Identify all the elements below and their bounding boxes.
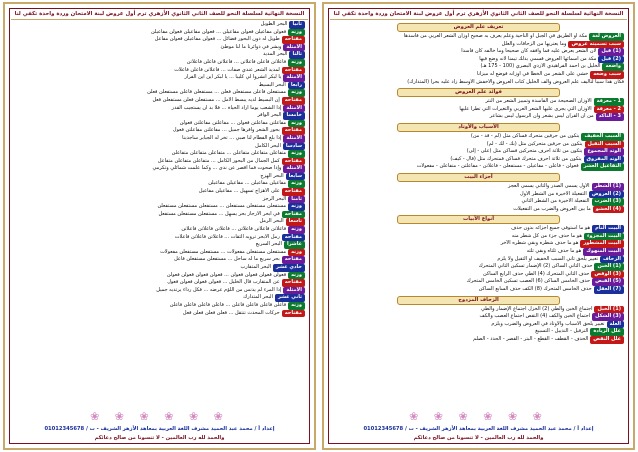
term-label: وزنه bbox=[288, 120, 305, 128]
definition-text: خشي على الشعر من الخطأ في أوزانه فوضع له ميزانا bbox=[477, 70, 589, 77]
definition-text: التفعيلة الأخيرة من الشطر الثاني bbox=[521, 198, 590, 205]
term-label: رابعا bbox=[288, 82, 305, 90]
term-label: 2 - معرفة bbox=[594, 106, 624, 114]
text-line bbox=[333, 248, 624, 256]
section-heading: الأسباب والأوتاد bbox=[397, 123, 559, 132]
term-label: مفتاحه bbox=[282, 310, 305, 318]
text-line bbox=[333, 148, 624, 156]
term-label: علل النقص bbox=[590, 336, 624, 344]
definition-text: لأن الشعر يعرض عليه فما وافقه كان صحيحا وما خالفه كان فاسدا bbox=[461, 48, 597, 55]
definition-text: من أن القرآن ليس بشعر وأن الرسول ليس بشاعر bbox=[489, 113, 594, 120]
term-label: السبب الثقيل bbox=[585, 141, 625, 149]
term-label: (1) قيل bbox=[598, 48, 624, 56]
term-label: وزنه bbox=[288, 302, 305, 310]
text-line bbox=[14, 89, 305, 97]
definition-text: رمل الأبحر ترويه الثقات ... فاعلاتن فاعلاتن فاعلات bbox=[174, 233, 280, 240]
definition-text: هو ما حذف ثلثاه وبقي ثلثه bbox=[526, 248, 582, 255]
text-line bbox=[14, 226, 305, 234]
definition-text: يتكون من ثلاثة أحرف متحركين فساكن مثل (على - إلى) bbox=[466, 148, 583, 155]
definition-text: على الأهزاج تسهيل ... مفاعيلن مفاعيل bbox=[198, 188, 280, 195]
left-page bbox=[3, 2, 316, 450]
text-line bbox=[333, 106, 624, 114]
definition-text: مفاعلتن مفاعلتن فعولن ... مفاعلتن مفاعلتن فعولن bbox=[179, 119, 287, 126]
term-label: علل الزيادة bbox=[590, 328, 624, 336]
text-line bbox=[333, 286, 624, 294]
term-label: مفتاحه bbox=[282, 67, 305, 75]
term-label: مفتاحه bbox=[282, 188, 305, 196]
definition-text: في أبحر الأرجاز بحر يسهل ... مستفعلن مستفعلن مستفعل bbox=[158, 210, 280, 217]
definition-text: يتكون من حرفين متحرك فساكن مثل (لم - قد - من) bbox=[470, 132, 580, 139]
right-page-content bbox=[333, 21, 624, 410]
term-label: ثانيا bbox=[289, 21, 305, 29]
text-line bbox=[14, 173, 305, 181]
term-label: البيت التام bbox=[592, 225, 624, 233]
term-label: (3) الشكل bbox=[592, 313, 624, 321]
text-line bbox=[333, 79, 624, 87]
text-line bbox=[333, 33, 624, 41]
text-line bbox=[14, 302, 305, 310]
text-line bbox=[14, 97, 305, 105]
text-line bbox=[333, 306, 624, 314]
text-line bbox=[14, 135, 305, 143]
definition-text: الحذف - القطف - القطع - البتر - القصر - الحذذ - الصلم bbox=[473, 336, 589, 342]
term-label: الأمثلة bbox=[283, 44, 305, 52]
term-label: واضعه bbox=[602, 63, 624, 71]
term-label: الأمثلة bbox=[283, 105, 305, 113]
definition-text: البحر الرجز bbox=[262, 195, 287, 202]
text-line bbox=[14, 218, 305, 226]
text-line bbox=[14, 105, 305, 113]
text-line bbox=[14, 279, 305, 287]
text-line bbox=[14, 59, 305, 67]
section-heading: فوائد علم العروض bbox=[397, 88, 559, 97]
definition-text: فكان هذا سببا لتأليف علم العروض وألف الخليل كتاب العروض والأخفش الأوسط زاد عليه بحرا (المتدارك) bbox=[407, 78, 624, 85]
text-line bbox=[14, 74, 305, 82]
definition-text: هو ما استوفى جميع أجزائه بدون حذف bbox=[511, 225, 591, 232]
left-footer-credit: إعداد أ / محمد عبد الحميد مشرف اللغة العربية بمعاهد الأزهر الشريف - ت / 01012345678 bbox=[44, 426, 275, 432]
term-label: السبب الخفيف bbox=[581, 133, 624, 141]
definition-text: مكة من أسمائها العروض فسمي بذلك تيمنا لأنه وضع فيها bbox=[479, 55, 597, 62]
text-line bbox=[333, 233, 624, 241]
text-line bbox=[14, 203, 305, 211]
term-label: الأمثلة bbox=[283, 287, 305, 295]
definition-text: إذا المرء لم يدنس من اللؤم عرضه ... فكل رداء يرتديه جميل bbox=[156, 286, 282, 293]
term-label: مفتاحه bbox=[282, 158, 305, 166]
definition-text: وما يعتريها من الزحافات والعلل bbox=[501, 40, 567, 47]
term-label: البيت المشطور bbox=[580, 240, 624, 248]
text-line bbox=[14, 29, 305, 37]
definition-text: حذف الثاني المتحرك (4) الطي حذف الرابع الساكن bbox=[483, 270, 590, 277]
definition-text: البحر الهزج bbox=[260, 172, 284, 179]
term-label: (3) الوقص bbox=[591, 271, 624, 279]
text-line bbox=[333, 141, 624, 149]
term-label: وزنه bbox=[288, 249, 305, 257]
definition-text: التفعيلة الأخيرة من الشطر الأول bbox=[520, 190, 587, 197]
section-heading: الزحاف المزدوج bbox=[397, 296, 559, 305]
definition-text: إن البسيط لديه يبسط الأمل ... مستفعلن فعلن مستفعلن فعل bbox=[152, 96, 280, 103]
definition-text: البحر الوافر bbox=[257, 112, 282, 119]
definition-text: كمل الجمال من البحور الكامل ... متفاعلن متفاعلن متفاعل bbox=[157, 157, 280, 164]
term-label: (4) الحشو bbox=[593, 206, 624, 214]
text-line bbox=[14, 241, 305, 249]
text-line bbox=[333, 113, 624, 121]
term-label: سادسا bbox=[283, 143, 305, 151]
text-line bbox=[14, 36, 305, 44]
text-line bbox=[14, 188, 305, 196]
text-line bbox=[14, 82, 305, 90]
text-line bbox=[14, 264, 305, 272]
definition-text: مستفعلن مستفعلن مفعولات ... مستفعلن مستفعلن مفعولات bbox=[160, 248, 287, 255]
term-label: ثامنا bbox=[288, 196, 305, 204]
term-label: الأمثلة bbox=[283, 165, 305, 173]
term-label: العروض لغة bbox=[589, 33, 624, 41]
text-line bbox=[14, 51, 305, 59]
definition-text: البحر الطويل bbox=[260, 21, 288, 27]
definition-text: البحر المتدارك bbox=[243, 294, 273, 301]
definition-text: حركات المحدث تنتقل ... فعلن فعلن فعلن فعل bbox=[182, 309, 280, 316]
term-label: مفتاحه bbox=[282, 211, 305, 219]
term-label: ثاني عشر bbox=[275, 294, 305, 302]
term-label: مفتاحه bbox=[282, 36, 305, 44]
term-label: خامسا bbox=[283, 112, 305, 120]
term-label: وزنه bbox=[288, 150, 305, 158]
term-label: وزنه bbox=[288, 29, 305, 37]
text-line bbox=[14, 256, 305, 264]
definition-text: فاعلن فاعلن فاعلن فاعلن ... فاعلن فاعلن فاعلن فاعلن bbox=[169, 301, 287, 308]
term-label: حادي عشر bbox=[273, 264, 305, 272]
term-label: مفتاحه bbox=[282, 234, 305, 242]
right-page bbox=[322, 2, 635, 450]
text-line bbox=[14, 150, 305, 158]
term-label: الزحاف bbox=[600, 256, 624, 264]
definition-text: فعولن فعولن فعولن فعولن ... فعولن فعولن فعولن فعولن bbox=[166, 271, 287, 278]
text-line bbox=[333, 271, 624, 279]
text-line bbox=[333, 98, 624, 106]
definition-text: الخليل بن أحمد الفراهيدي الأزدي البصري (100 - 175 هـ) bbox=[480, 63, 601, 70]
term-label: (3) الضرب bbox=[592, 198, 624, 206]
text-line bbox=[14, 234, 305, 242]
definition-text: يا لبكر أنشروا لي كليبا ... يا لبكر أين أين الفرار bbox=[184, 74, 282, 81]
term-label: (1) الخبل bbox=[594, 306, 624, 314]
definition-text: الأوزان التي يجرى عليها الشعر العربي والتغيرات التي تطرأ عليها bbox=[459, 105, 592, 112]
left-page-header: النسخة النهائية لسلسلة النحو للصف الثاني الثانوي الأزهري ترم أول عروض لبنة الامتحان وردة واحدة تكفي لنا bbox=[11, 9, 308, 20]
term-label: 3 - التأكد bbox=[596, 113, 624, 121]
text-line bbox=[14, 180, 305, 188]
definition-text: البحر المتقارب bbox=[240, 264, 272, 270]
term-label: وزنه bbox=[288, 180, 305, 188]
definition-text: مفاعيلن مفاعيلن ... مفاعيلن مفاعيلن bbox=[208, 180, 287, 187]
definition-text: البحر الرمل bbox=[259, 218, 284, 225]
definition-text: هو ما حذف جزء من كل شطر منه bbox=[511, 232, 582, 239]
text-line bbox=[333, 133, 624, 141]
definition-text: حذف الخامس الساكن (6) العصب تسكين الخامس المتحرك bbox=[466, 278, 591, 285]
definition-text: البحر البسيط bbox=[258, 81, 286, 88]
term-label: التفاعيل العشر bbox=[581, 163, 624, 171]
text-line bbox=[333, 321, 624, 329]
term-label: وزنه bbox=[288, 89, 305, 97]
term-label: وزنه bbox=[288, 226, 305, 234]
term-label: الأمثلة bbox=[283, 135, 305, 143]
definition-text: اجتماع الخبن والطي (2) الخزل اجتماع الإضمار والطي bbox=[481, 305, 593, 312]
definition-text: متفاعلن متفاعلن متفاعلن ... متفاعلن متفاعلن متفاعلن bbox=[171, 150, 287, 157]
text-line bbox=[14, 272, 305, 280]
right-page-footer bbox=[330, 425, 627, 443]
text-line bbox=[333, 191, 624, 199]
definition-text: طويل له دون البحور فضائل ... فعولن مفاعيلن فعولن مفاعل bbox=[154, 36, 280, 43]
left-footer-note: والحمد لله رب العالمين - لا تنسونا من صالح دعائكم bbox=[94, 435, 225, 441]
text-line bbox=[333, 313, 624, 321]
definition-text: بحر سريع ما له ساحل ... مستفعلن مستفعلن فاعل bbox=[174, 256, 280, 263]
text-line bbox=[333, 156, 624, 164]
definition-text: فاعلاتن فاعلاتن فاعلاتن ... فاعلاتن فاعلاتن فاعلاتن bbox=[181, 226, 287, 233]
left-page-footer bbox=[11, 425, 308, 443]
text-line bbox=[14, 21, 305, 29]
definition-text: فعولن مفاعيلن فعولن مفاعيلن ... فعولن مفاعيلن فعولن مفاعيلن bbox=[151, 28, 287, 35]
text-line bbox=[14, 165, 305, 173]
term-label: البيت المجزوء bbox=[584, 233, 624, 241]
text-line bbox=[14, 143, 305, 151]
text-line bbox=[333, 225, 624, 233]
text-line bbox=[333, 336, 624, 344]
text-line bbox=[333, 206, 624, 214]
text-line bbox=[333, 240, 624, 248]
term-label: سبب تسميته عروض bbox=[568, 41, 624, 49]
term-label: 1 - معرفة bbox=[594, 98, 624, 106]
definition-text: الترفيل - التذييل - التسبيغ bbox=[535, 328, 589, 335]
term-label: الوتد المفروق bbox=[584, 156, 624, 164]
text-line bbox=[14, 127, 305, 135]
definition-text: يتكون من ثلاثة أحرف متحرك فساكن فمتحرك مثل (قال - كيف) bbox=[450, 155, 582, 162]
definition-text: وإذا صحوت فما أقصر عن ندى ... وكما علمت شمائلي وتكرمي bbox=[152, 165, 282, 172]
text-line bbox=[14, 158, 305, 166]
text-line bbox=[14, 287, 305, 295]
definition-text: البحر السريع bbox=[255, 241, 282, 248]
text-line bbox=[14, 211, 305, 219]
term-label: عاشرا bbox=[284, 241, 305, 249]
definition-text: البحر الكامل bbox=[255, 142, 281, 149]
definition-text: فعولن - فاعلن - مفاعيلن - مستفعلن - فاعلاتن - مفاعلتن - متفاعلن - مفعولات bbox=[416, 163, 579, 170]
text-line bbox=[333, 63, 624, 71]
definition-text: مكة أو الطريق في الجبل أو الناحية وعلم يعرف به صحيح أوزان الشعر العربي من فاسدها bbox=[403, 33, 588, 39]
right-footer-note: والحمد لله رب العالمين - لا تنسونا من صالح دعائكم bbox=[413, 435, 544, 441]
definition-text: لمديد الشعر عندي صفات ... فاعلاتن فاعلن فاعلات bbox=[174, 66, 280, 73]
definition-text: ما بين العروض والضرب من التفعيلات bbox=[513, 205, 591, 212]
term-label: الأمثلة bbox=[283, 74, 305, 82]
text-line bbox=[333, 278, 624, 286]
definition-text: اجتماع الخبن والكف (4) النقص اجتماع العصب والكف bbox=[479, 313, 591, 320]
term-label: الوتد المجموع bbox=[584, 148, 624, 156]
definition-text: حذف الخامس المتحرك (8) الكف حذف السابع الساكن bbox=[478, 286, 592, 293]
definition-text: بحور الشعر وافرها جميل ... مفاعلتن مفاعلتن فعول bbox=[172, 127, 280, 134]
definition-text: مستفعلن فاعلن مستفعلن فعلن ... مستفعلن فاعلن مستفعلن فعلن bbox=[147, 89, 287, 96]
term-label: مفتاحه bbox=[282, 97, 305, 105]
term-label: (7) العقل bbox=[594, 286, 624, 294]
term-label: ثالثا bbox=[289, 51, 305, 59]
term-label: (2) قيل bbox=[598, 56, 624, 64]
term-label: البيت المنهوك bbox=[583, 248, 624, 256]
text-line bbox=[333, 183, 624, 191]
term-label: العلة bbox=[607, 321, 625, 329]
text-line bbox=[14, 112, 305, 120]
right-page-flower-ornament: ❀ ❀ ❀ ❀ ❀ ❀ bbox=[409, 410, 548, 423]
text-line bbox=[333, 41, 624, 49]
definition-text: هو ما حذف شطره وبقي شطره الآخر bbox=[500, 240, 579, 247]
text-line bbox=[14, 196, 305, 204]
definition-text: يتكون من حرفين متحركين مثل (بك - لك - لم) bbox=[486, 140, 583, 147]
definition-text: تغيير يلحق الأسباب والأوتاد في العروض والضرب ويلزم bbox=[491, 320, 605, 327]
section-heading: أنواع الأبيات bbox=[397, 215, 559, 224]
left-page-flower-ornament: ❀ ❀ ❀ ❀ ❀ ❀ bbox=[90, 410, 229, 423]
text-line bbox=[333, 256, 624, 264]
text-line bbox=[14, 310, 305, 318]
definition-text: الأول يسمى الصدر والثاني يسمى العجز bbox=[507, 182, 590, 189]
term-label: وزنه bbox=[288, 203, 305, 211]
term-label: سابعا bbox=[286, 173, 305, 181]
term-label: مفتاحه bbox=[282, 279, 305, 287]
section-heading: تعريف علم العروض bbox=[397, 23, 559, 32]
text-line bbox=[333, 163, 624, 171]
text-line bbox=[14, 249, 305, 257]
right-footer-credit: إعداد أ / محمد عبد الحميد مشرف اللغة العربية بمعاهد الأزهر الشريف - ت / 01012345678 bbox=[363, 426, 594, 432]
definition-text: فاعلاتن فاعلن فاعلاتن ... فاعلاتن فاعلن فاعلاتن bbox=[186, 58, 287, 65]
right-page-header: النسخة النهائية لسلسلة النحو للصف الثاني الثانوي الأزهري ترم أول عروض لبنة الامتحان وردة واحدة تكفي لنا bbox=[330, 9, 627, 20]
definition-text: الأوزان الصحيحة من الفاسدة وتمييز الشعر من النثر bbox=[485, 98, 592, 105]
text-line bbox=[333, 48, 624, 56]
term-label: سبب وضعه bbox=[590, 71, 624, 79]
term-label: (2) العروض bbox=[589, 191, 624, 199]
text-line bbox=[333, 263, 624, 271]
definition-text: وبشر في دوائرنا ما لنا موطئ bbox=[220, 43, 282, 50]
section-heading: أجزاء البيت bbox=[397, 173, 559, 182]
term-label: مفتاحه bbox=[282, 256, 305, 264]
text-line bbox=[14, 294, 305, 302]
text-line bbox=[333, 328, 624, 336]
definition-text: إذا الشعب يوما أراد الحياة ... فلا بد أن يستجيب القدر bbox=[171, 104, 282, 111]
definition-text: تغيير يلحق ثاني السبب الخفيف أو الثقيل ولا يلزم bbox=[497, 255, 598, 262]
term-label: وزنه bbox=[288, 59, 305, 67]
text-line bbox=[14, 44, 305, 52]
text-line bbox=[333, 198, 624, 206]
term-label: تاسعا bbox=[286, 218, 305, 226]
text-line bbox=[14, 67, 305, 75]
term-label: (1) الشطر bbox=[592, 183, 624, 191]
definition-text: البحر المديد bbox=[262, 51, 288, 58]
term-label: (1) الخبن bbox=[594, 263, 624, 271]
text-line bbox=[14, 120, 305, 128]
term-label: مفتاحه bbox=[282, 127, 305, 135]
text-line bbox=[333, 71, 624, 79]
definition-text: عن المتقارب قال الخليل ... فعولن فعولن فعولن فعول bbox=[167, 279, 280, 286]
definition-text: مستفعلن مستفعلن مستفعلن ... مستفعلن مستفعلن مستفعلن bbox=[157, 203, 287, 210]
definition-text: حذف الثاني الساكن (2) الإضمار تسكين الثاني المتحرك bbox=[478, 263, 593, 270]
term-label: وزنه bbox=[288, 272, 305, 280]
definition-text: إذا بلغ الفطام لنا صبي ... تخر له الجبابر ساجدينا bbox=[182, 134, 282, 141]
text-line bbox=[333, 56, 624, 64]
left-page-content bbox=[14, 21, 305, 410]
term-label: (5) القبض bbox=[592, 278, 624, 286]
